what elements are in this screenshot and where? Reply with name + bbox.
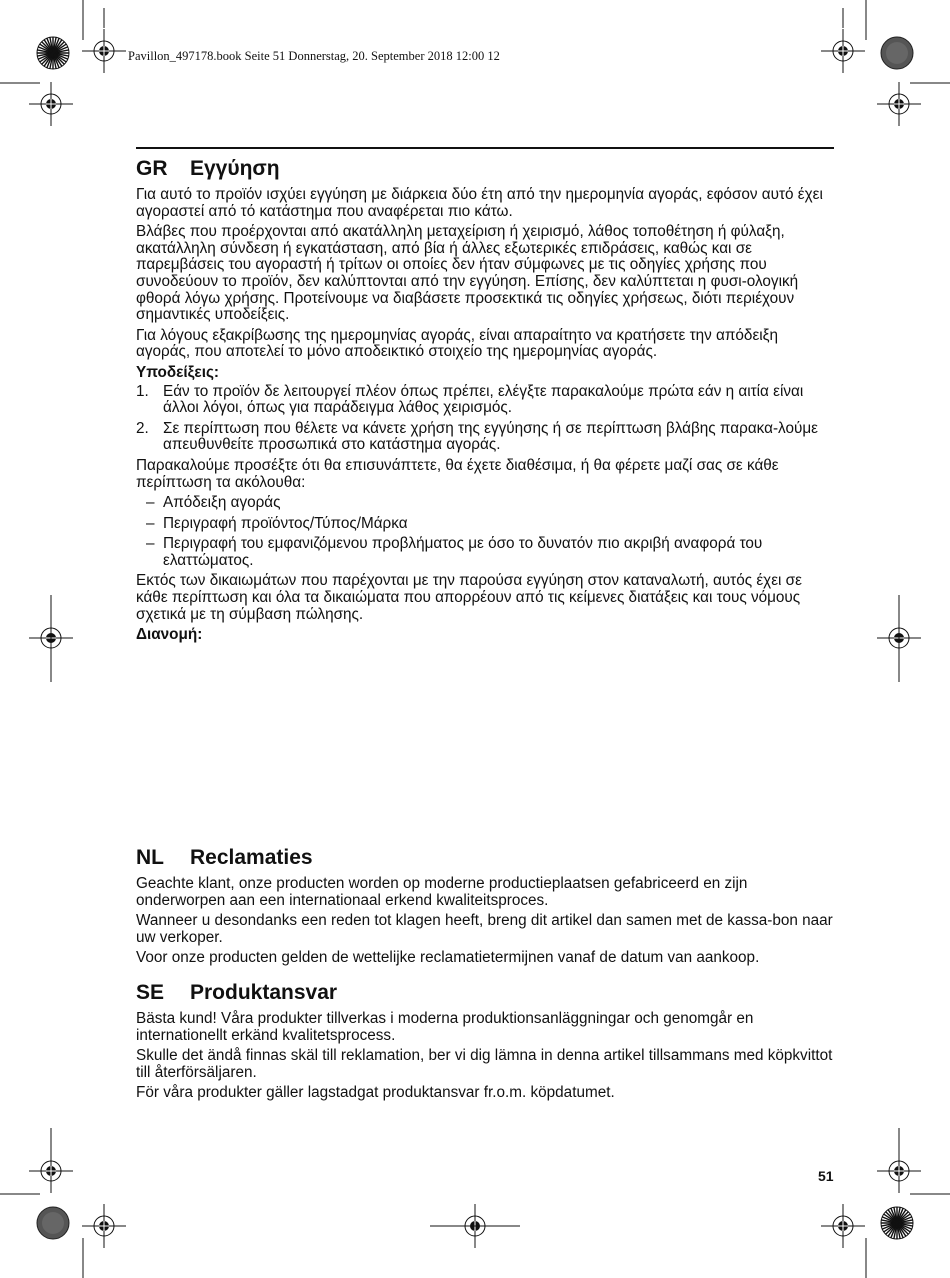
section-heading [136,981,836,1005]
paragraph: Παρακαλούμε προσέξτε ότι θα επισυνάπτετε, θα έχετε διαθέσιμα, ή θα φέρετε μαζί σας σε κάθε περίπτωση τα ακόλουθα: [136,456,779,491]
section-title: Εγγύηση [190,157,280,180]
section-se [136,981,836,1106]
language-code: SE [136,981,165,1004]
notes-heading: Υποδείξεις: [136,363,219,381]
language-code: NL [136,846,164,869]
list-item [136,384,836,417]
paragraph: Εκτός των δικαιωμάτων που παρέχονται με την παρούσα εγγύηση στον καταναλωτή, αυτός έχει σε κάθε περίπτωση και όλα τα δικαιώματα που απορρέουν από τις κείμενες διατάξεις και τους νόμους σχετικά με τη σύμβαση πώλησης. [136,572,802,623]
language-code: GR [136,157,168,180]
paragraph: Geachte klant, onze producten worden op moderne productieplaatsen gefabriceerd en zijn onderworpen aan een internationaal erkend kwaliteitsproces. [136,875,748,909]
list-item: – Περιγραφή προϊόντος/Τύπος/Μάρκα [146,516,836,533]
print-header: Pavillon_497178.book Seite 51 Donnerstag, 20. September 2018 12:00 12 [128,49,500,63]
required-items-list [136,495,836,569]
page-number: 51 [818,1168,834,1184]
distribution-heading: Διανομή: [136,626,203,644]
section-nl [136,846,836,971]
item-text: Εάν το προϊόν δε λειτουργεί πλέον όπως πρέπει, ελέγξτε παρακαλούμε πρώτα εάν η αιτία είναι άλλοι λόγοι, όπως για παράδειγμα λάθος χειρισμός. [163,382,804,417]
section-gr [136,157,836,646]
list-item: – Περιγραφή του εμφανιζόμενου προβλήματος με όσο το δυνατόν πιο ακριβή αναφορά του ελαττώματος. [146,536,836,569]
list-item: – Απόδειξη αγοράς [146,495,836,512]
notes-list [136,384,836,454]
top-rule [136,147,834,149]
list-item [136,421,836,454]
section-heading [136,157,836,181]
paragraph: Skulle det ändå finnas skäl till reklamation, ber vi dig lämna in denna artikel tillsammans med köpkvittot till återförsäljaren. [136,1047,833,1081]
paragraph: Για αυτό το προϊόν ισχύει εγγύηση με διάρκεια δύο έτη από την ημερομηνία αγοράς, εφόσον αυτό έχει αγοραστεί από τό κατάστημα που αναφέρεται πιο κάτω. [136,186,823,220]
paragraph: Voor onze producten gelden de wettelijke reclamatietermijnen vanaf de datum van aankoop. [136,949,760,967]
paragraph: Bästa kund! Våra produkter tillverkas i moderna produktionsanläggningar och genomgår en internationellt erkänd kvalitetsprocess. [136,1010,754,1044]
item-number: 1. [136,382,149,400]
section-heading [136,846,836,870]
paragraph: Για λόγους εξακρίβωσης της ημερομηνίας αγοράς, είναι απαραίτητο να κρατήσετε την απόδειξη αγοράς, που αποτελεί το μόνο αποδεικτικό στοιχείο της ημερομηνίας αγοράς. [136,326,779,361]
section-title: Reclamaties [190,846,313,869]
item-text: Σε περίπτωση που θέλετε να κάνετε χρήση της εγγύησης ή σε περίπτωση βλάβης παρακα-λούμε απευθυνθείτε προσωπικά στο κατάστημα αγοράς. [163,419,818,454]
paragraph: Βλάβες που προέρχονται από ακατάλληλη μεταχείριση ή χειρισμό, λάθος τοποθέτηση ή φύλαξη, ακατάλληλη σύνδεση ή εγκατάσταση, από βία ή άλλες εξωτερικές επιδράσεις, καθώς και σε παρεμβάσεις του αγοραστή ή τρίτων οι οποίες δεν ήταν σύμφωνες με τις οδηγίες χρήσης που συνοδεύουν το προϊόν, δεν καλύπτονται από την εγγύηση. Επίσης, δεν καλύπτεται η φυσι-ολογική φθορά λόγω χρήσης. Προτείνουμε να διαβάσετε προσεκτικά τις οδηγίες χρήσεως, διότι περιέχουν σημαντικές υποδείξεις. [136,223,799,324]
section-title: Produktansvar [190,981,338,1004]
paragraph: Wanneer u desondanks een reden tot klagen heeft, breng dit artikel dan samen met de kassa-bon naar uw verkoper. [136,912,833,946]
paragraph: För våra produkter gäller lagstadgat produktansvar fr.o.m. köpdatumet. [136,1084,615,1102]
item-number: 2. [136,419,149,437]
